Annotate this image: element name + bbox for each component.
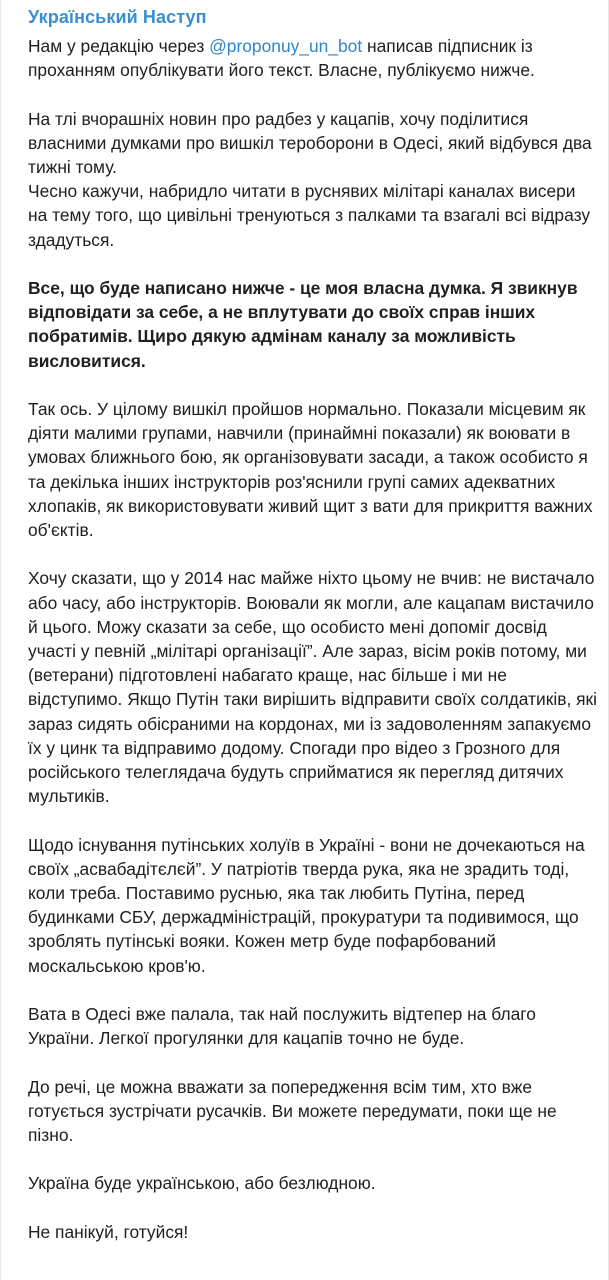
paragraph-7: Вата в Одесі вже палала, так най послужить відтепер на благо України. Легкої прогулянки для кацапів точно не буде.	[28, 1004, 536, 1049]
paragraph-4: Так ось. У цілому вишкіл пройшов нормально. Показали місцевим як діяти малими групами, навчили (принаймні показали) як воювати в умовах ближнього бою, як організовувати засади, а також особисто я та декілька інших інструкторів роз'яснили групі самих адекватних хлопаків, як використовувати живий щит з вати для прикриття важних об'єктів.	[28, 399, 593, 541]
paragraph-6: Щодо існування путінських холуїв в Україні - вони не дочекаються на своїх „асвабадітєлєй”. У патріотів тверда рука, яка не зрадить тоді, коли треба. Поставимо руснью, яка так любить Путіна, перед будинками СБУ, держадміністрацій, прокуратури та подивимося, що зроблять путінські вояки. Кожен метр буде пофарбований москальською кров'ю.	[28, 834, 585, 976]
paragraph-10: Не панікуй, готуйся!	[28, 1221, 189, 1242]
channel-name[interactable]: Український Наступ	[28, 7, 207, 27]
paragraph-2: Чесно кажучи, набридло читати в руснявих мілітарі каналах висери на тему того, що цивільні тренуються з палками та взагалі всі відразу здадуться.	[28, 181, 591, 250]
paragraph-bold-disclaimer: Все, що буде написано нижче - це моя власна думка. Я звикнув відповідати за себе, а не вплутувати до своїх справ інших побратимів. Щиро дякую адмінам каналу за можливість висловитися.	[28, 278, 578, 371]
bot-mention-link[interactable]: @proponuy_un_bot	[209, 36, 363, 56]
paragraph-5: Хочу сказати, що у 2014 нас майже ніхто цьому не вчив: не вистачало або часу, або інструкторів. Воювали як могли, але кацапам вистачило й цього. Можу сказати за себе, що особисто мені допоміг досвід участі у певній „мілітарі організації”. Але зараз, вісім років потому, ми (ветерани) підготовлені набагато краще, нас більше і ми не відступимо. Якщо Путін таки вирішить відправити своїх солдатиків, які зараз сидять обісраними на кордонах, ми із задоволенням запакуємо їх у цинк та відправимо додому. Спогади про відео з Грозного для російського телеглядача будуть сприйматися як перегляд дитячих мультиків.	[28, 568, 598, 807]
paragraph-8: До речі, це можна вважати за попередження всім тим, хто вже готується зустрічати русачків. Ви можете передумати, поки ще не пізно.	[28, 1076, 557, 1146]
intro-text-after: написав підписник із проханням опублікувати його текст. Власне, публікуємо нижче.	[28, 36, 535, 81]
intro-paragraph	[28, 34, 598, 82]
paragraph-1: На тлі вчорашніх новин про радбез у кацапів, хочу поділитися власними думками про вишкіл тероборони в Одесі, який відбувся два тижні тому.	[28, 108, 592, 177]
paragraph-9: Україна буде українською, або безлюдною.	[28, 1173, 376, 1194]
message-text	[28, 34, 598, 1244]
intro-text-before: Нам у редакцію через	[28, 36, 210, 56]
